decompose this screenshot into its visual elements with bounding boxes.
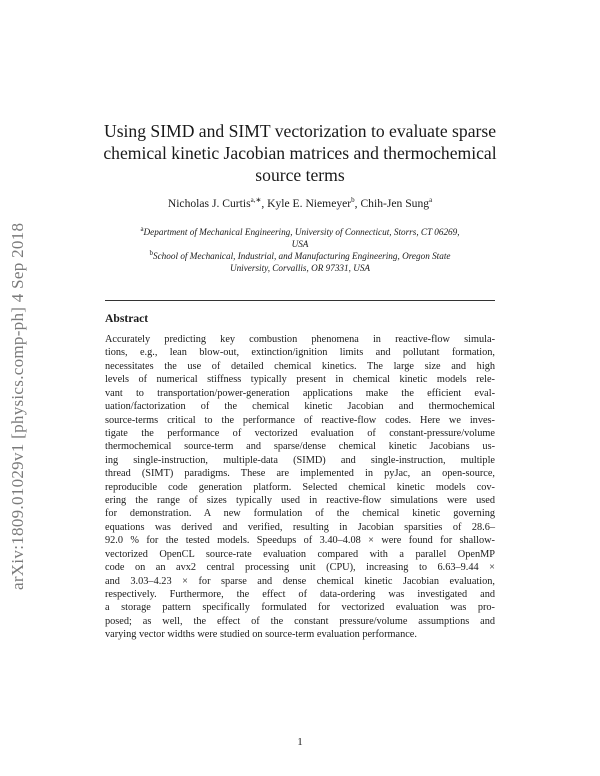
abstract-line: a storage pattern specifically formulated for vectorized evaluation was pro- — [105, 602, 495, 614]
affiliation-b — [115, 247, 485, 274]
abstract-line: 92.0 % for the tested models. Speedups of 3.40–4.08 × were found for shallow- — [105, 535, 495, 547]
title-line: Using SIMD and SIMT vectorization to evaluate sparse — [103, 121, 497, 141]
author-affiliation-mark: b — [351, 196, 355, 204]
abstract-line: levels of numerical stiffness typically present in chemical kinetic models rele- — [105, 374, 495, 386]
author-list: Nicholas J. Curtis$^{a,∗}$, Kyle E. Niemeyer$^b$, Chih-Jen Sung$^a$ — [167, 196, 433, 210]
author-affiliation-mark: a,∗ — [250, 196, 262, 204]
abstract-line: ing single-instruction, multiple-data (SIMD) and single-instruction, multiple — [105, 454, 495, 466]
abstract-line: reproducible code generation platform. Selected chemical kinetic models cov- — [105, 481, 495, 493]
abstract-line: tigate the performance of vectorized evaluation of constant-pressure/volume — [105, 427, 495, 439]
abstract-line: source-terms critical to the performance of reactive-flow codes. Here we inves- — [105, 414, 495, 426]
author-name: Chih-Jen Sung — [360, 196, 430, 210]
abstract-line: uation/factorization of the chemical kinetic Jacobian and thermochemical — [105, 401, 495, 413]
abstract-heading: Abstract — [105, 312, 149, 325]
arxiv-identifier: arXiv:1809.01029v1 [physics.comp-ph] 4 Sep 2018 — [8, 222, 27, 590]
abstract-line: code on an avx2 central processing unit (CPU), increasing to 6.63–9.44 × — [105, 562, 495, 574]
abstract-body — [105, 333, 495, 642]
affiliation-text: Department of Mechanical Engineering, University of Connecticut, Storrs, CT 06269, — [143, 227, 460, 238]
abstract-line: posed; as well, the effect of the constant pressure/volume assumptions and — [105, 615, 495, 627]
abstract-line: vectorized OpenCL source-rate evaluation compared with a parallel OpenMP — [105, 548, 495, 560]
abstract-line: for demonstration. A new formulation of the chemical kinetic governing — [105, 508, 495, 520]
affiliation-a — [115, 223, 485, 250]
abstract-line: thread (SIMT) paradigms. These are implemented in pyJac, an open-source, — [105, 468, 495, 480]
title-line: source terms — [255, 165, 345, 185]
abstract-line: varying vector widths were studied on source-term evaluation performance. — [105, 629, 417, 641]
abstract-line: vant to transportation/power-generation applications make the efficient eval- — [105, 387, 495, 399]
abstract-line: Accurately predicting key combustion phenomena in reactive-flow simula- — [105, 334, 495, 345]
page-number: 1 — [297, 736, 303, 748]
paper-title — [100, 120, 500, 186]
abstract-line: and 3.03–4.23 × for sparse and dense chemical kinetic Jacobian evaluation, — [105, 575, 495, 587]
abstract-line: ering the range of sizes typically used in reactive-flow simulations were used — [105, 495, 495, 507]
title-line: chemical kinetic Jacobian matrices and thermochemical — [103, 143, 497, 163]
affiliation-mark: b — [149, 249, 154, 257]
abstract-line: respectively. Furthermore, the effect of data-ordering was investigated and — [105, 589, 495, 601]
affiliation-text: University, Corvallis, OR 97331, USA — [229, 263, 371, 274]
abstract-line: equations was derived and verified, resulting in Jacobian sparsities of 28.6– — [105, 521, 495, 533]
affiliation-text: USA — [291, 239, 309, 250]
affiliation-text: School of Mechanical, Industrial, and Manufacturing Engineering, Oregon State — [153, 251, 451, 262]
author-name: Nicholas J. Curtis — [167, 196, 251, 210]
affiliation-mark: a — [140, 225, 144, 233]
abstract-line: tions, e.g., lean blow-out, extinction/ignition limits and pollutant formation, — [105, 347, 495, 359]
author-affiliation-mark: a — [429, 196, 433, 204]
abstract-line: necessitates the use of detailed chemical kinetics. The large size and high — [105, 360, 495, 372]
author-name: Kyle E. Niemeyer — [267, 196, 352, 210]
abstract-top-rule — [105, 300, 495, 301]
abstract-line: thermochemical source-term and sparse/dense chemical kinetic Jacobians us- — [105, 441, 495, 453]
